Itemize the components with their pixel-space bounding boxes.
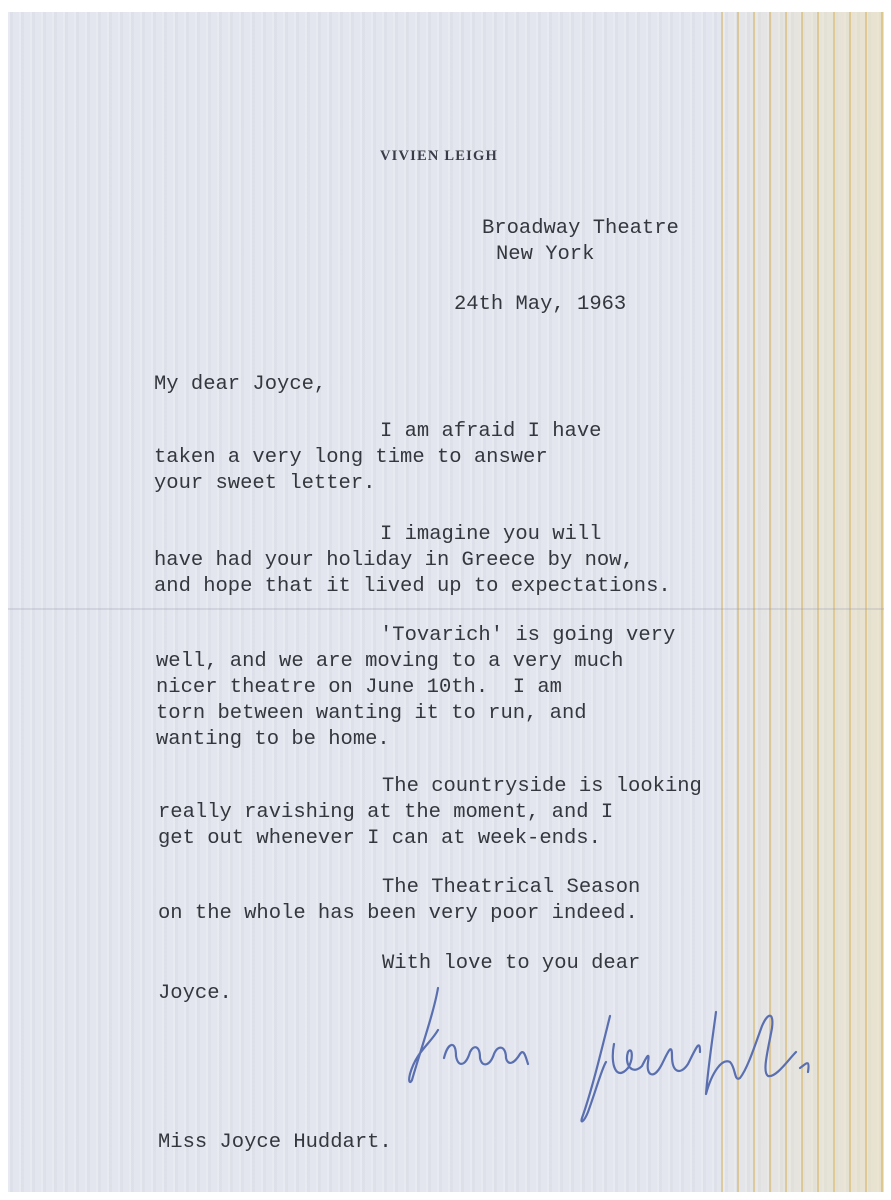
paragraph-3-line-5: wanting to be home.: [156, 728, 390, 751]
paragraph-3-line-2: well, and we are moving to a very much: [156, 650, 624, 673]
paragraph-1-line-1: I am afraid I have: [380, 420, 602, 443]
closing-line-2: Joyce.: [158, 982, 232, 1005]
paragraph-4-line-1: The countryside is looking: [382, 775, 702, 798]
paragraph-1-line-3: your sweet letter.: [154, 472, 376, 495]
paragraph-2-line-2: have had your holiday in Greece by now,: [154, 549, 634, 572]
address-line-1: Broadway Theatre: [482, 217, 679, 240]
letter-page: [8, 12, 884, 1192]
paragraph-5-line-2: on the whole has been very poor indeed.: [158, 902, 638, 925]
paragraph-3-line-3: nicer theatre on June 10th. I am: [156, 676, 562, 699]
signature-image: [396, 972, 866, 1152]
address-line-2: New York: [496, 243, 595, 266]
paragraph-4-line-2: really ravishing at the moment, and I: [158, 801, 614, 824]
paragraph-2-line-3: and hope that it lived up to expectations.: [154, 575, 671, 598]
paragraph-5-line-1: The Theatrical Season: [382, 876, 641, 899]
fold-line: [8, 608, 884, 610]
signature-strokes: [409, 988, 808, 1121]
paragraph-3-line-4: torn between wanting it to run, and: [156, 702, 587, 725]
salutation: My dear Joyce,: [154, 373, 327, 396]
paragraph-4-line-3: get out whenever I can at week-ends.: [158, 827, 601, 850]
letterhead: VIVIEN LEIGH: [380, 148, 498, 164]
paragraph-1-line-2: taken a very long time to answer: [154, 446, 548, 469]
closing-line-1: With love to you dear: [382, 952, 641, 975]
recipient-name: Miss Joyce Huddart.: [158, 1131, 392, 1154]
paragraph-2-line-1: I imagine you will: [380, 523, 602, 546]
paragraph-3-line-1: 'Tovarich' is going very: [380, 624, 676, 647]
letter-date: 24th May, 1963: [454, 293, 627, 316]
